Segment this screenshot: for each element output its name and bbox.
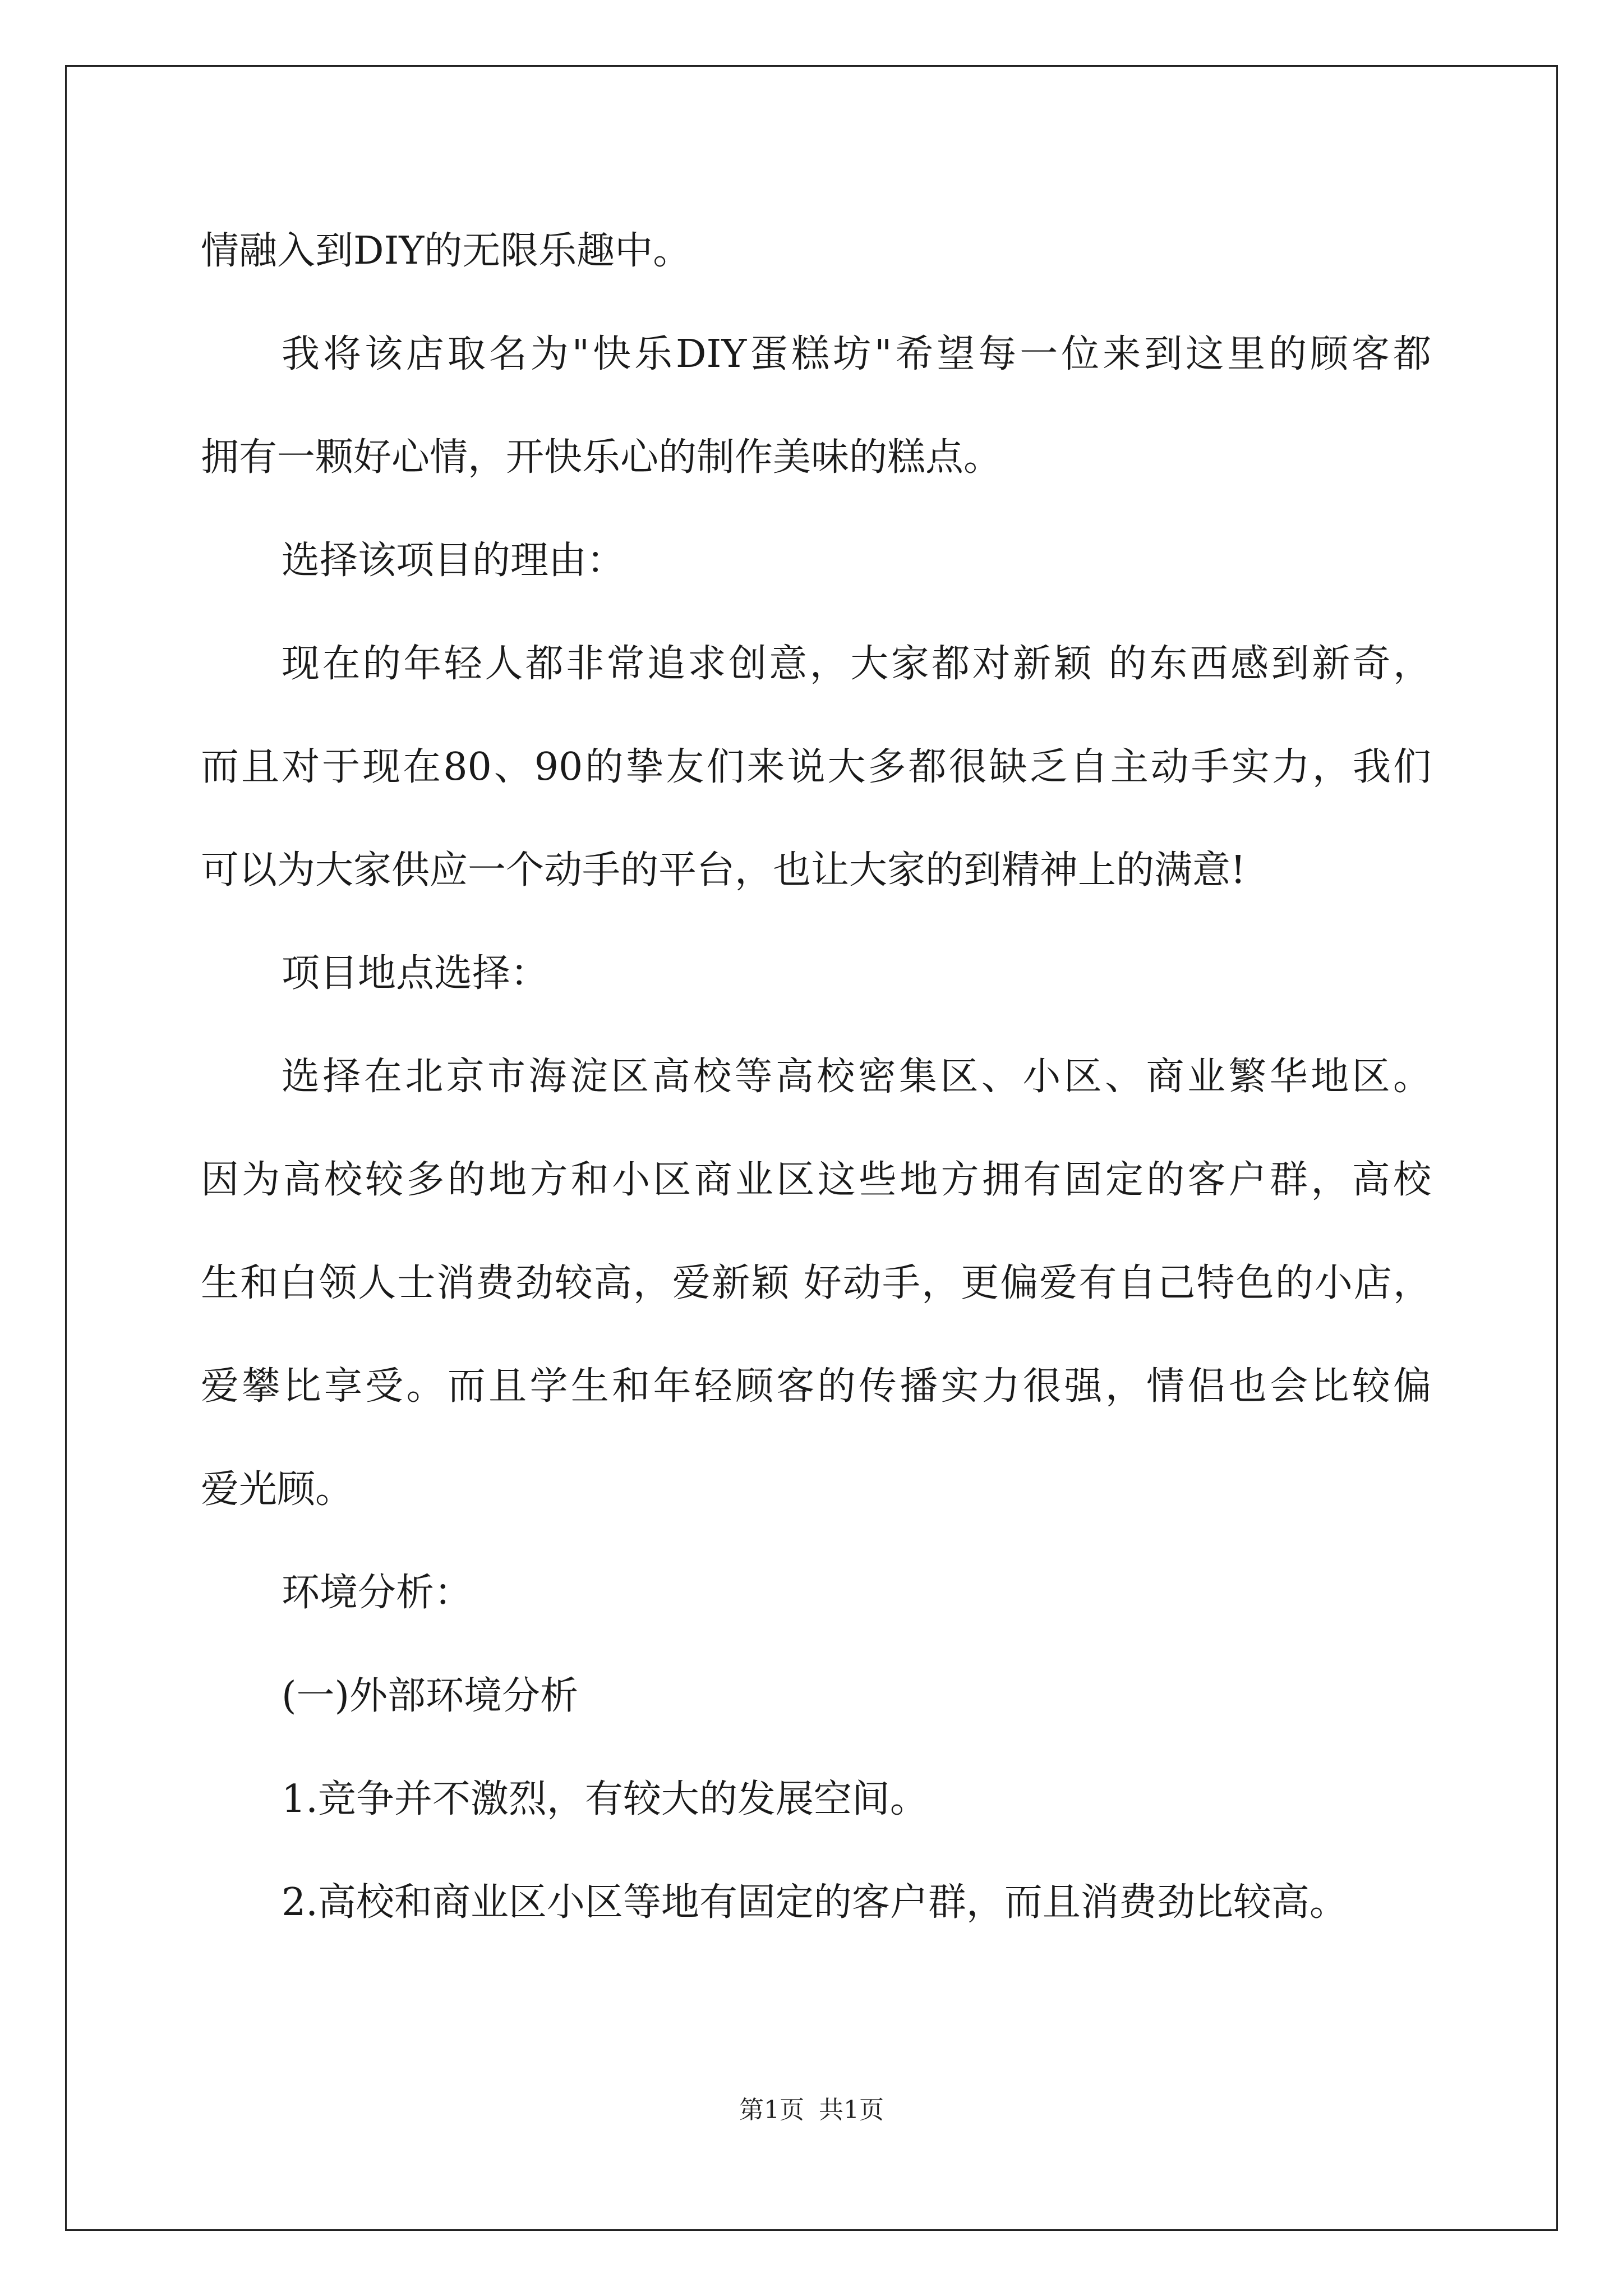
text-line: 爱光顾。: [201, 1467, 354, 1512]
page-footer: [0, 2093, 1623, 2127]
text-line: 拥有一颗好心情，开快乐心的制作美味的糕点。: [201, 435, 1002, 480]
page-total: 共1页: [819, 2096, 884, 2124]
text-line: 可以为大家供应一个动手的平台，也让大家的到精神上的满意!: [201, 848, 1246, 892]
text-line: 选择在北京市海淀区高校等高校密集区、小区、商业繁华地区。: [282, 1055, 1431, 1099]
subsection-heading: (一)外部环境分析: [282, 1674, 579, 1718]
text-line: 生和白领人士消费劲较高，爱新颖 好动手，更偏爱有自己特色的小店，: [201, 1261, 1431, 1305]
text-line: 而且对于现在80、90的挚友们来说大多都很缺乏自主动手实力，我们: [201, 745, 1431, 789]
list-item: 1.竞争并不激烈，有较大的发展空间。: [282, 1777, 928, 1821]
text-line: 因为高校较多的地方和小区商业区这些地方拥有固定的客户群，高校: [201, 1158, 1431, 1202]
text-line: 情融入到DIY的无限乐趣中。: [201, 229, 691, 273]
document-body: [201, 200, 1431, 1954]
text-line: 现在的年轻人都非常追求创意，大家都对新颖 的东西感到新奇，: [282, 642, 1431, 686]
text-line: 我将该店取名为"快乐DIY蛋糕坊"希望每一位来到这里的顾客都: [282, 332, 1431, 376]
section-heading: 环境分析：: [282, 1571, 473, 1615]
list-item: 2.高校和商业区小区等地有固定的客户群，而且消费劲比较高。: [282, 1880, 1348, 1925]
text-line: 爱攀比享受。而且学生和年轻顾客的传播实力很强，情侣也会比较偏: [201, 1364, 1431, 1409]
section-heading: 项目地点选择：: [282, 951, 549, 996]
page-number: 第1页: [739, 2096, 804, 2124]
section-heading: 选择该项目的理由：: [282, 539, 625, 583]
